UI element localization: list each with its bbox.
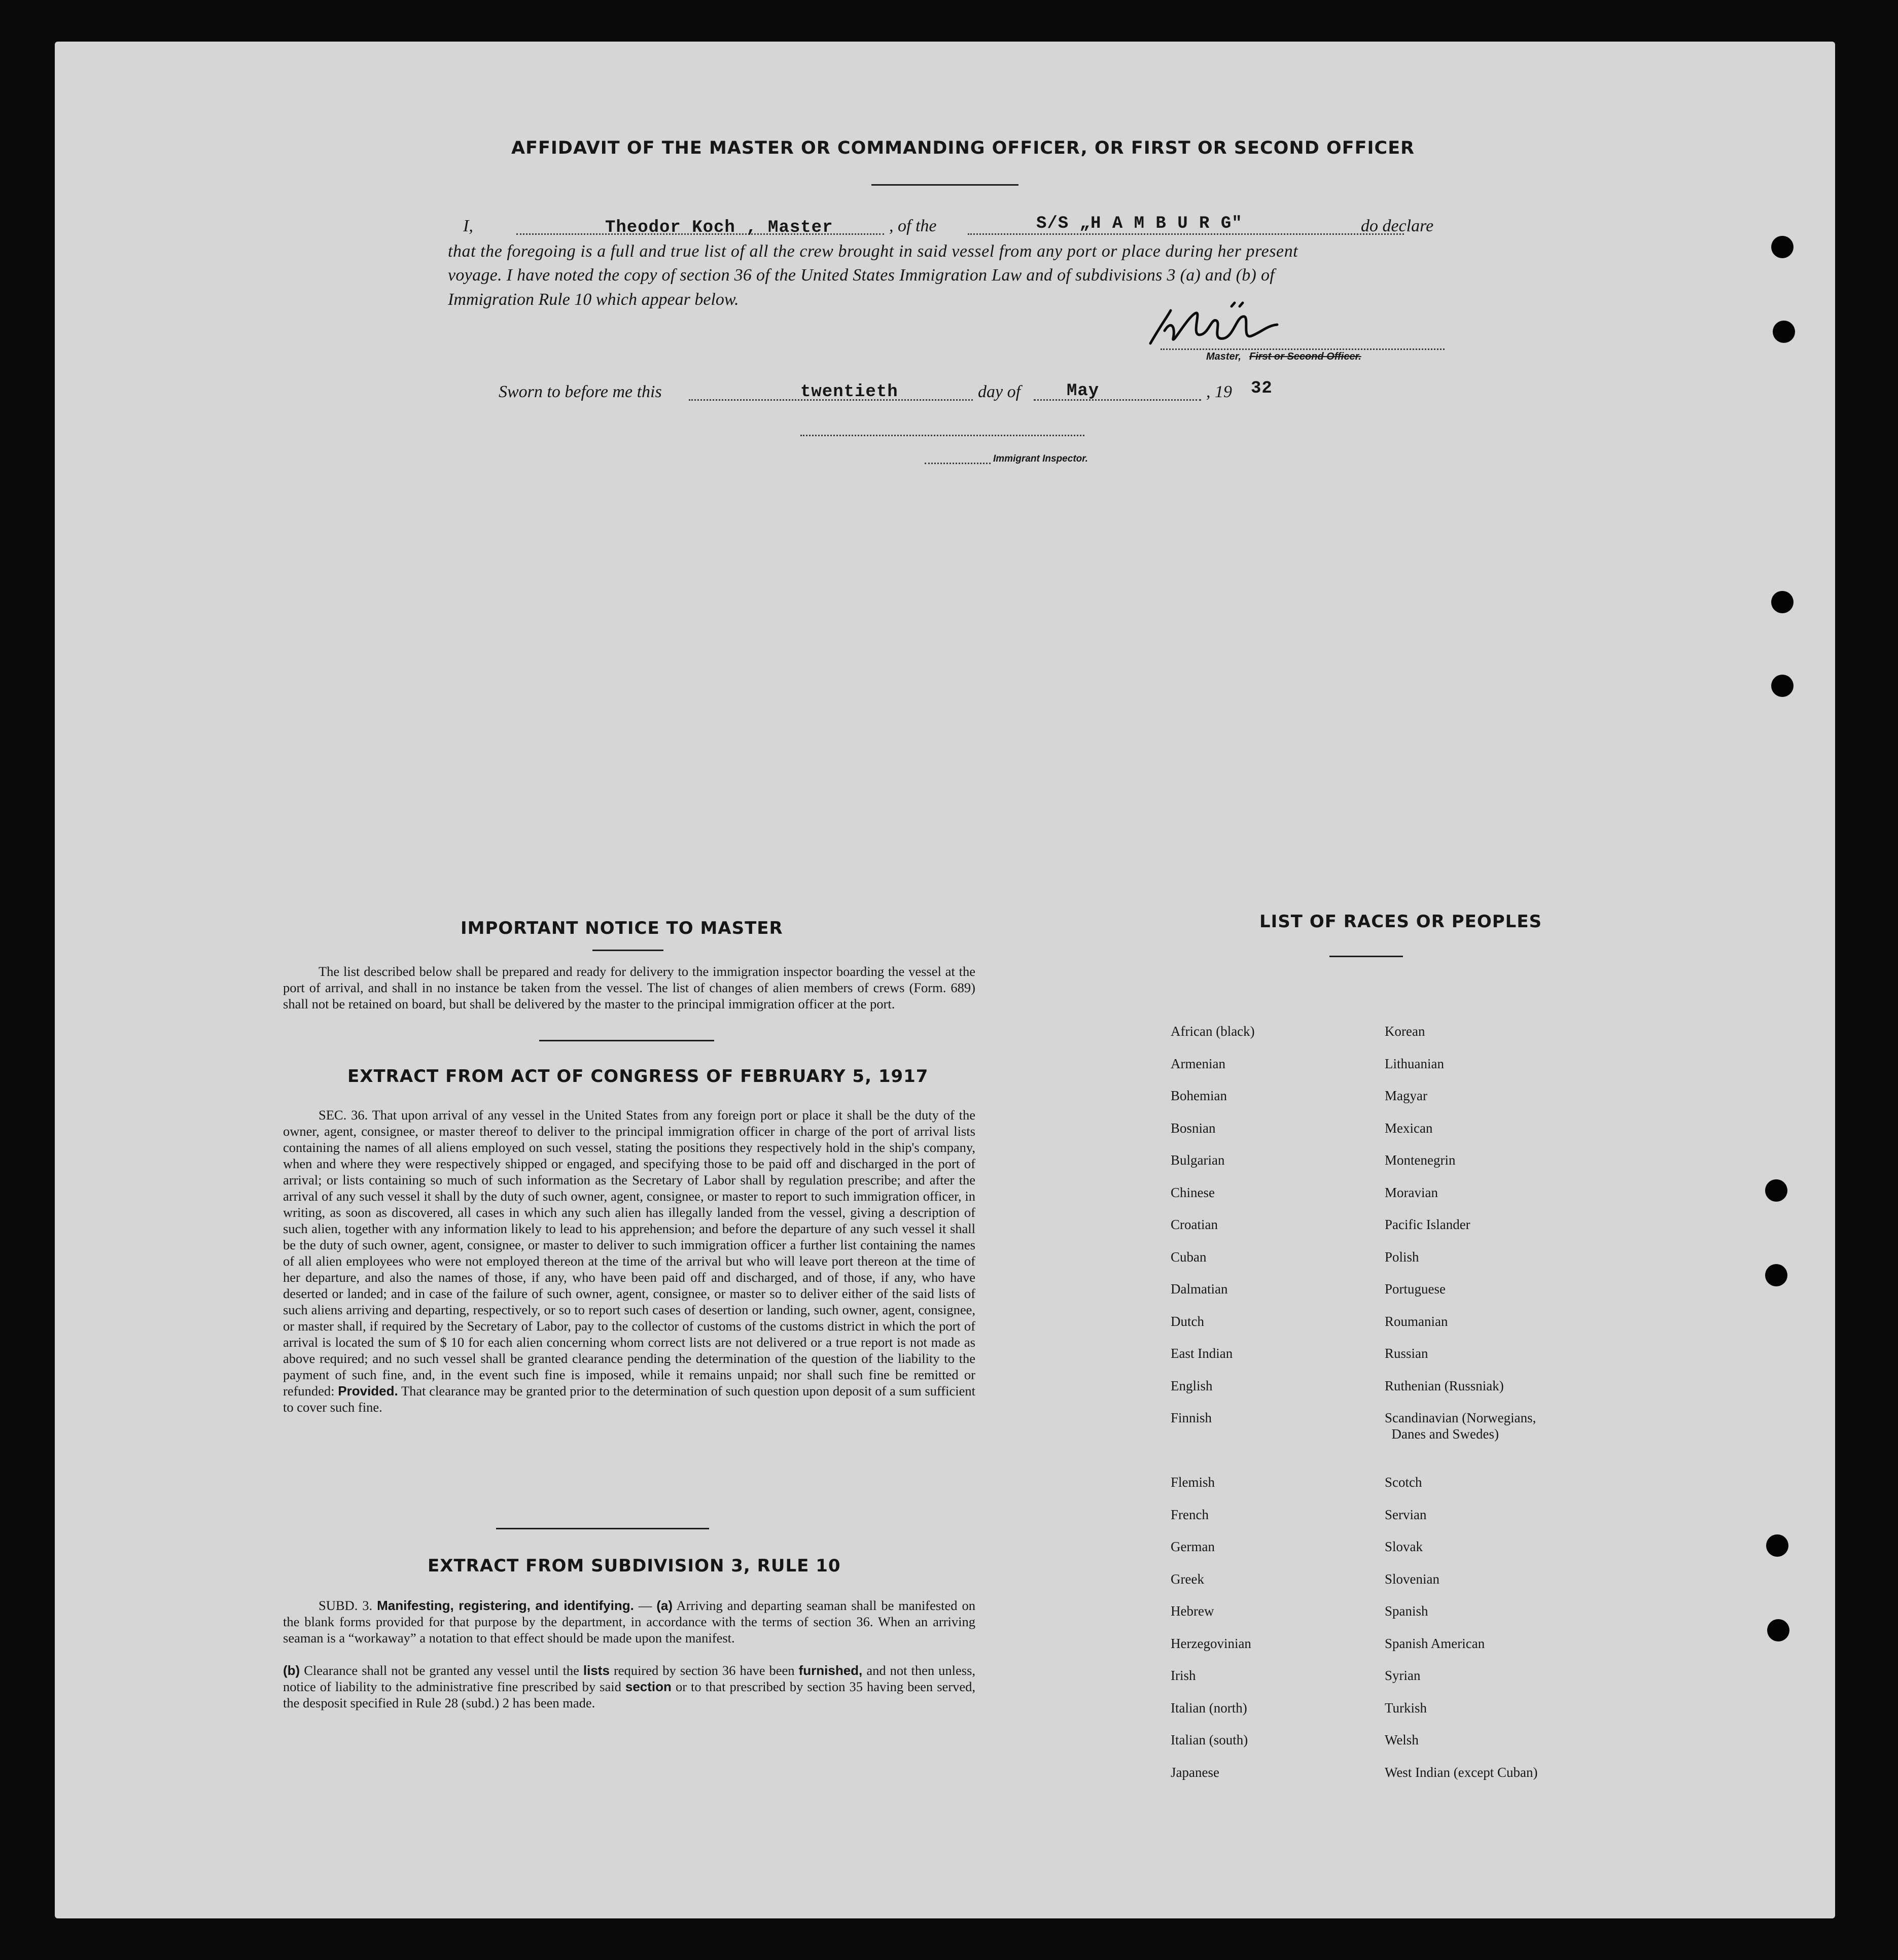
race-item: Slovak: [1385, 1539, 1423, 1554]
race-item: Finnish: [1171, 1410, 1212, 1425]
races-divider: [1329, 956, 1403, 957]
race-item: Dalmatian: [1171, 1281, 1228, 1297]
race-item: East Indian: [1171, 1346, 1233, 1361]
race-item: African (black): [1171, 1024, 1255, 1039]
race-item: Scandinavian (Norwegians, Danes and Swedes): [1385, 1410, 1536, 1442]
signature-label-master: Master,: [1206, 351, 1241, 362]
rule-subd-a: [283, 1597, 975, 1646]
subd-heading: Manifesting, registering, and identifying.: [377, 1598, 634, 1613]
binder-hole: [1771, 675, 1794, 697]
affidavit-do-declare: do declare: [1361, 217, 1434, 235]
affidavit-line-3: voyage. I have noted the copy of section 36 of the United States Immigration Law and of subdivisions 3 (a) and (b) of: [448, 266, 1275, 285]
race-item: Roumanian: [1385, 1313, 1448, 1329]
race-item: Dutch: [1171, 1313, 1204, 1329]
rule-title: EXTRACT FROM SUBDIVISION 3, RULE 10: [428, 1556, 841, 1576]
subd-b-label: (b): [283, 1663, 300, 1678]
race-item: Magyar: [1385, 1088, 1427, 1103]
subd-prefix: SUBD. 3.: [319, 1598, 373, 1613]
race-item: Servian: [1385, 1507, 1427, 1522]
race-item: Italian (north): [1171, 1700, 1247, 1716]
race-item: English: [1171, 1378, 1213, 1393]
vessel-name-value: S/S „H A M B U R G": [1036, 214, 1243, 233]
binder-hole: [1767, 1619, 1789, 1641]
race-item: Mexican: [1385, 1120, 1433, 1136]
master-signature: [1140, 295, 1323, 356]
race-item: Korean: [1385, 1024, 1425, 1039]
race-item: Syrian: [1385, 1668, 1421, 1683]
sworn-day-of: day of: [978, 382, 1021, 401]
affidavit-of-the: , of the: [889, 217, 937, 235]
race-item: Spanish American: [1385, 1635, 1485, 1651]
subd-a-label: (a): [656, 1598, 673, 1613]
race-item: Spanish: [1385, 1603, 1428, 1619]
act-divider: [539, 1040, 714, 1041]
race-item: Cuban: [1171, 1249, 1207, 1265]
race-item: Scotch: [1385, 1475, 1422, 1490]
act-text-body: SEC. 36. That upon arrival of any vessel in the United States from any foreign port or place it shall be the duty of the owner, agent, consignee, or master thereof to deliver to the principal immigration officer in charge of the port of arrival lists containing the names of all aliens employed on such vessel, stating the positions they respectively hold in the ship's company, when and where they were respectively shipped or engaged, and specifying those to be paid off and discharged in the port of arrival; or lists containing so much of such information as the Secretary of Labor shall by regulation prescribe; and after the arrival of any such vessel it shall by the duty of such owner, agent, consignee, or master to report to such immigration officer, in writing, as soon as discovered, all cases in which any such alien has illegally landed from the vessel, giving a description of such alien, together with any information likely to lead to his apprehension; and before the departure of any such vessel it shall be the duty of such owner, agent, consignee, or master to deliver to such immigration officer a further list containing the names of all alien employees who were not employed thereon at the time of the arrival but who will leave port thereon at the time of her departure, and also the names of those, if any, who have been paid off and discharged, and of those, if any, who have deserted or landed; and in case of the failure of such owner, agent, consignee, or master so to deliver either of the said lists of such aliens arriving and departing, respectively, or so to report such cases of desertion or landing, such owner, agent, consignee, or master shall, if required by the Secretary of Labor, pay to the collector of customs of the customs district in which the port of arrival is located the sum of $ 10 for each alien concerning whom correct lists are not delivered or a true report is not made as above required; and no such vessel shall be granted clearance pending the determination of the question of the liability to the payment of such fine, and, in the event such fine is imposed, while it remains unpaid; nor shall such fine be remitted or refunded:: [283, 1107, 975, 1398]
subd-b-text2: required by section 36 have been: [613, 1663, 795, 1678]
act-title: EXTRACT FROM ACT OF CONGRESS OF FEBRUARY 5, 1917: [347, 1066, 929, 1087]
race-item: Flemish: [1171, 1475, 1215, 1490]
race-item: Welsh: [1385, 1732, 1419, 1747]
race-item: Bohemian: [1171, 1088, 1227, 1103]
race-item: Montenegrin: [1385, 1152, 1456, 1168]
subd-b-text4: or to that prescribed by section 35 having been served, the desposit specified in Rule 28 (subd.) 2 has been made.: [283, 1679, 975, 1710]
vessel-name-field: [968, 233, 1404, 235]
race-item: Italian (south): [1171, 1732, 1248, 1747]
act-text: [283, 1107, 975, 1415]
subd-b-section: section: [625, 1679, 672, 1694]
inspector-signature-line: [800, 435, 1084, 436]
notice-divider: [592, 950, 663, 951]
race-item: Turkish: [1385, 1700, 1427, 1716]
race-item: Greek: [1171, 1571, 1204, 1587]
rule-subd-b: [283, 1662, 975, 1711]
race-item: Portuguese: [1385, 1281, 1446, 1297]
signature-line: [1161, 348, 1445, 350]
subd-b-text1: Clearance shall not be granted any vessel until the: [304, 1663, 579, 1678]
title-divider: [871, 184, 1018, 186]
act-provided: Provided.: [338, 1383, 398, 1398]
subd-b-furnished: furnished,: [798, 1663, 863, 1678]
binder-hole: [1773, 321, 1795, 343]
sworn-day-value: twentieth: [800, 382, 898, 402]
race-item: Irish: [1171, 1668, 1196, 1683]
race-item: Chinese: [1171, 1184, 1215, 1200]
subd-dash: —: [634, 1598, 657, 1613]
race-item: German: [1171, 1539, 1215, 1554]
binder-hole: [1771, 591, 1794, 613]
race-item: Hebrew: [1171, 1603, 1214, 1619]
sworn-month-value: May: [1067, 381, 1100, 401]
sworn-month-field: [1034, 399, 1201, 401]
affidavit-line-2: that the foregoing is a full and true list of all the crew brought in said vessel from any port or place during her present: [448, 242, 1298, 261]
binder-hole: [1771, 236, 1794, 258]
signature-label-struck: First or Second Officer.: [1249, 351, 1361, 362]
subd-b-lists: lists: [583, 1663, 610, 1678]
binder-hole: [1766, 1534, 1788, 1557]
race-item: Moravian: [1385, 1184, 1438, 1200]
affidavit-title: AFFIDAVIT OF THE MASTER OR COMMANDING OFFICER, OR FIRST OR SECOND OFFICER: [511, 138, 1415, 158]
inspector-label-line: [925, 463, 991, 464]
race-item: Polish: [1385, 1249, 1419, 1265]
race-item: Japanese: [1171, 1764, 1219, 1780]
race-item: Herzegovinian: [1171, 1635, 1251, 1651]
binder-hole: [1765, 1264, 1787, 1286]
race-item: Slovenian: [1385, 1571, 1439, 1587]
sworn-year-value: 32: [1251, 379, 1273, 398]
rule-divider: [496, 1528, 709, 1529]
inspector-label: Immigrant Inspector.: [993, 453, 1088, 464]
race-item: Russian: [1385, 1346, 1428, 1361]
affidavit-line-4: Immigration Rule 10 which appear below.: [448, 290, 739, 309]
sworn-year-prefix: , 19: [1206, 382, 1232, 401]
races-title: LIST OF RACES OR PEOPLES: [1259, 912, 1542, 932]
race-item: Armenian: [1171, 1056, 1225, 1071]
subd-a-text: Arriving and departing seaman shall be manifested on the blank forms provided for that purpose by the department, in accordance with the terms of section 36. When an arriving seaman is a “workaway” a notation to that effect should be made upon the manifest.: [283, 1598, 975, 1646]
act-text-end: That clearance may be granted prior to the determination of such question upon deposit of a sum sufficient to cover such fine.: [283, 1383, 975, 1415]
document-page: [55, 42, 1835, 1918]
race-item: Pacific Islander: [1385, 1217, 1470, 1232]
affidavit-i: I,: [463, 217, 473, 235]
notice-title: IMPORTANT NOTICE TO MASTER: [461, 918, 783, 938]
race-item: Lithuanian: [1385, 1056, 1444, 1071]
sworn-prefix: Sworn to before me this: [499, 382, 662, 401]
master-name-value: Theodor Koch , Master: [605, 218, 833, 237]
binder-hole: [1765, 1179, 1787, 1202]
race-item: Bulgarian: [1171, 1152, 1225, 1168]
race-item: Bosnian: [1171, 1120, 1216, 1136]
race-item: Ruthenian (Russniak): [1385, 1378, 1504, 1393]
race-item: West Indian (except Cuban): [1385, 1764, 1538, 1780]
race-item: Croatian: [1171, 1217, 1218, 1232]
notice-text: The list described below shall be prepared and ready for delivery to the immigration inspector boarding the vessel at the port of arrival, and shall in no instance be taken from the vessel. The list of changes of alien members of crews (Form. 689) shall not be retained on board, but shall be delivered by the master to the principal immigration officer at the port.: [283, 964, 975, 1011]
race-item: French: [1171, 1507, 1209, 1522]
subd-b-text3: and not then unless, notice of liability to the administrative fine prescribed by said: [283, 1663, 976, 1694]
